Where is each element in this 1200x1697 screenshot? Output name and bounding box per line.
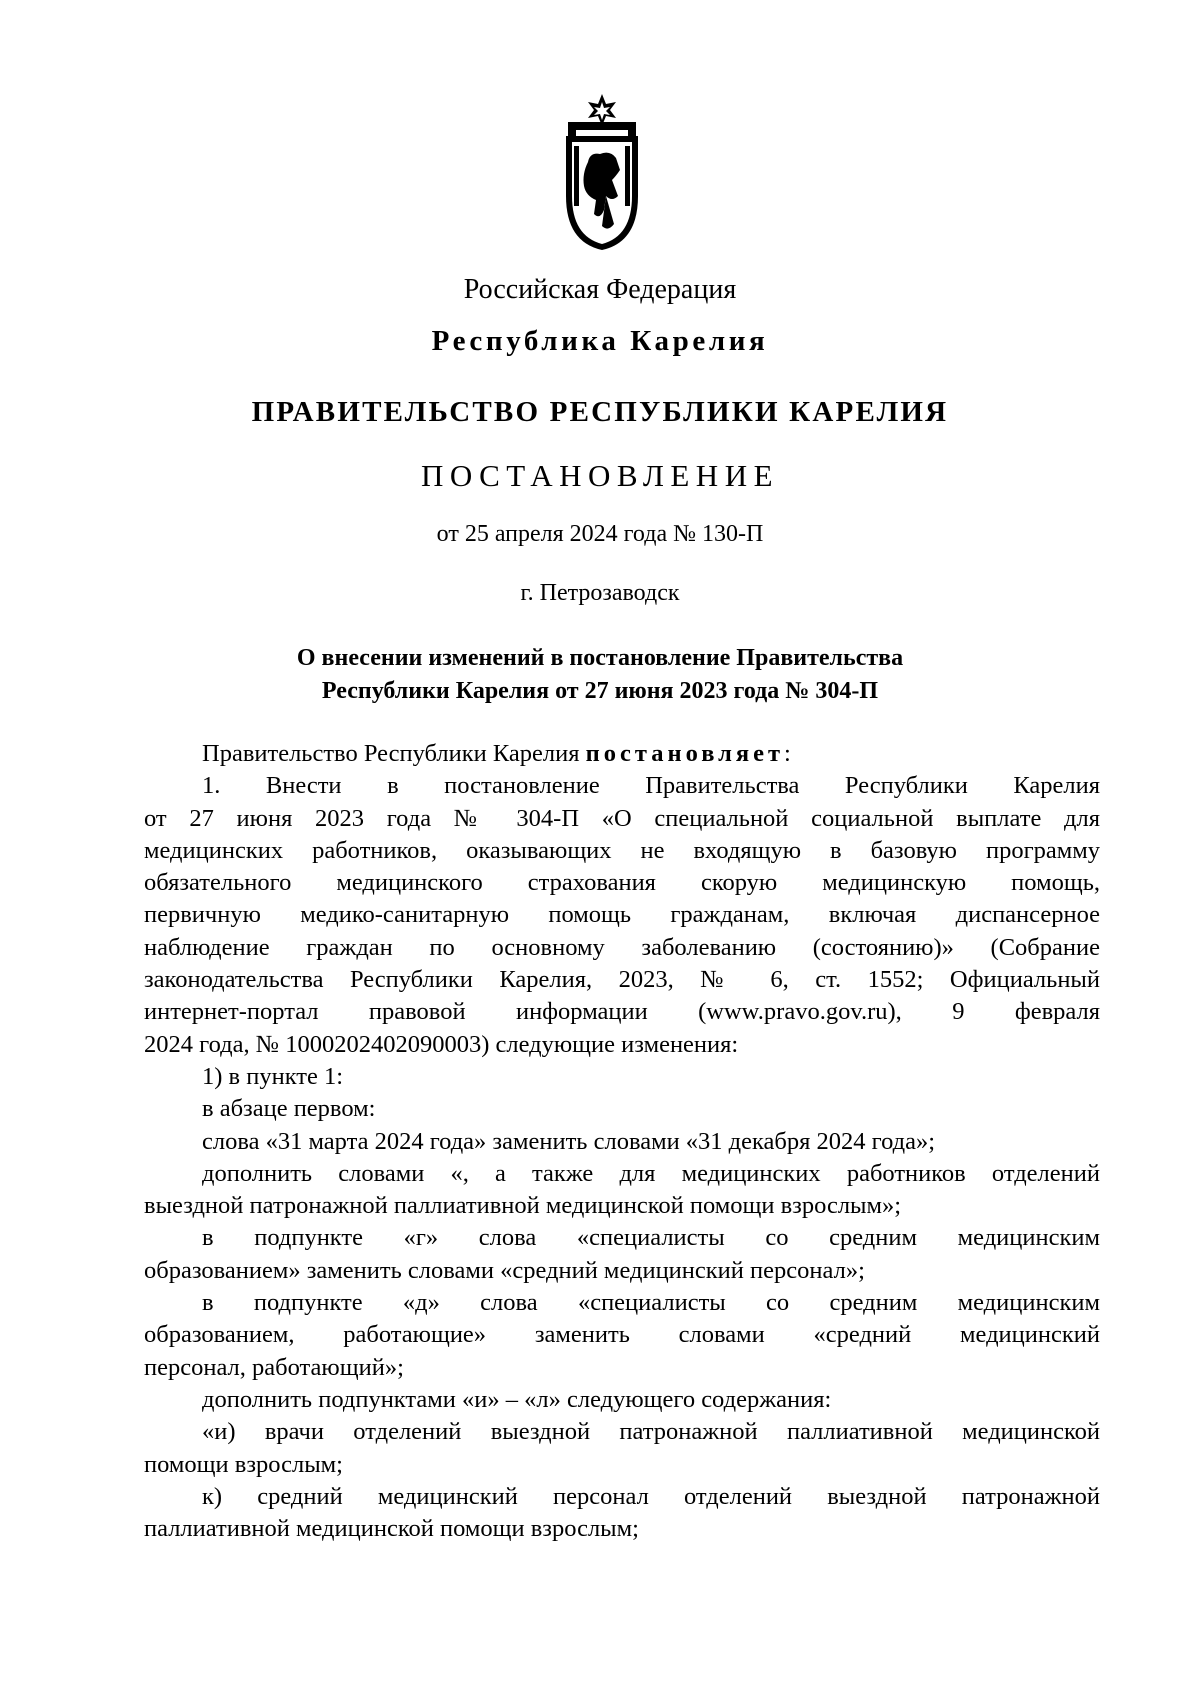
body-line: образованием» заменить словами «средний медицинский персонал»;: [144, 1256, 865, 1284]
title-line: О внесении изменений в постановление Правительства: [296, 645, 904, 671]
body-line: медицинских работников, оказывающих не входящую в базовую программу: [144, 836, 1100, 864]
body-line: наблюдение граждан по основному заболеванию (состоянию)» (Собрание: [144, 933, 1100, 961]
body-line: к) средний медицинский персонал отделений выездной патронажной: [202, 1482, 1100, 1510]
body-line: дополнить словами «, а также для медицинских работников отделений: [202, 1159, 1100, 1187]
body-line: персонал, работающий»;: [144, 1353, 404, 1381]
document-type: ПОСТАНОВЛЕНИЕ: [420, 458, 780, 493]
body-line: первичную медико-санитарную помощь гражданам, включая диспансерное: [144, 901, 1100, 929]
government-label: ПРАВИТЕЛЬСТВО РЕСПУБЛИКИ КАРЕЛИЯ: [251, 396, 949, 428]
federation-label: Российская Федерация: [463, 274, 737, 305]
document-body: [144, 738, 1100, 1545]
body-line: в подпункте «д» слова «специалисты со средним медицинским: [202, 1289, 1100, 1317]
preamble-colon: :: [784, 740, 791, 767]
body-line: 2024 года, № 1000202402090003) следующие изменения:: [144, 1030, 739, 1058]
republic-label: Республика Карелия: [431, 325, 769, 357]
document-city: г. Петрозаводск: [520, 580, 680, 606]
body-line: в подпункте «г» слова «специалисты со средним медицинским: [202, 1224, 1100, 1252]
body-line: законодательства Республики Карелия, 2023, № 6, ст. 1552; Официальный: [144, 966, 1100, 994]
body-line: паллиативной медицинской помощи взрослым;: [144, 1515, 639, 1543]
document-title: [0, 642, 1200, 708]
document-date-number: от 25 апреля 2024 года № 130-П: [436, 521, 764, 547]
body-line: дополнить подпунктами «и» – «л» следующего содержания:: [202, 1385, 832, 1413]
body-line: 1. Внести в постановление Правительства Республики Карелия: [202, 772, 1100, 800]
preamble-verb: постановляет: [585, 740, 785, 767]
body-line: помощи взрослым;: [144, 1450, 343, 1478]
body-line: выездной патронажной паллиативной медицинской помощи взрослым»;: [144, 1192, 902, 1220]
body-line: обязательного медицинского страхования скорую медицинскую помощь,: [144, 869, 1100, 897]
preamble-text: Правительство Республики Карелия: [202, 740, 586, 767]
body-line: 1) в пункте 1:: [202, 1062, 344, 1090]
body-line: образованием, работающие» заменить словами «средний медицинский: [144, 1321, 1100, 1349]
body-line: слова «31 марта 2024 года» заменить словами «31 декабря 2024 года»;: [202, 1127, 936, 1155]
preamble: [144, 738, 1100, 770]
body-line: от 27 июня 2023 года № 304-П «О специальной социальной выплате для: [144, 804, 1100, 832]
body-line: в абзаце первом:: [202, 1095, 376, 1123]
title-line: Республики Карелия от 27 июня 2023 года № 304-П: [321, 678, 879, 704]
body-line: интернет-портал правовой информации (www.pravo.gov.ru), 9 февраля: [144, 998, 1100, 1026]
body-line: «и) врачи отделений выездной патронажной паллиативной медицинской: [202, 1418, 1100, 1446]
karelia-coat-of-arms-icon: [560, 92, 644, 252]
